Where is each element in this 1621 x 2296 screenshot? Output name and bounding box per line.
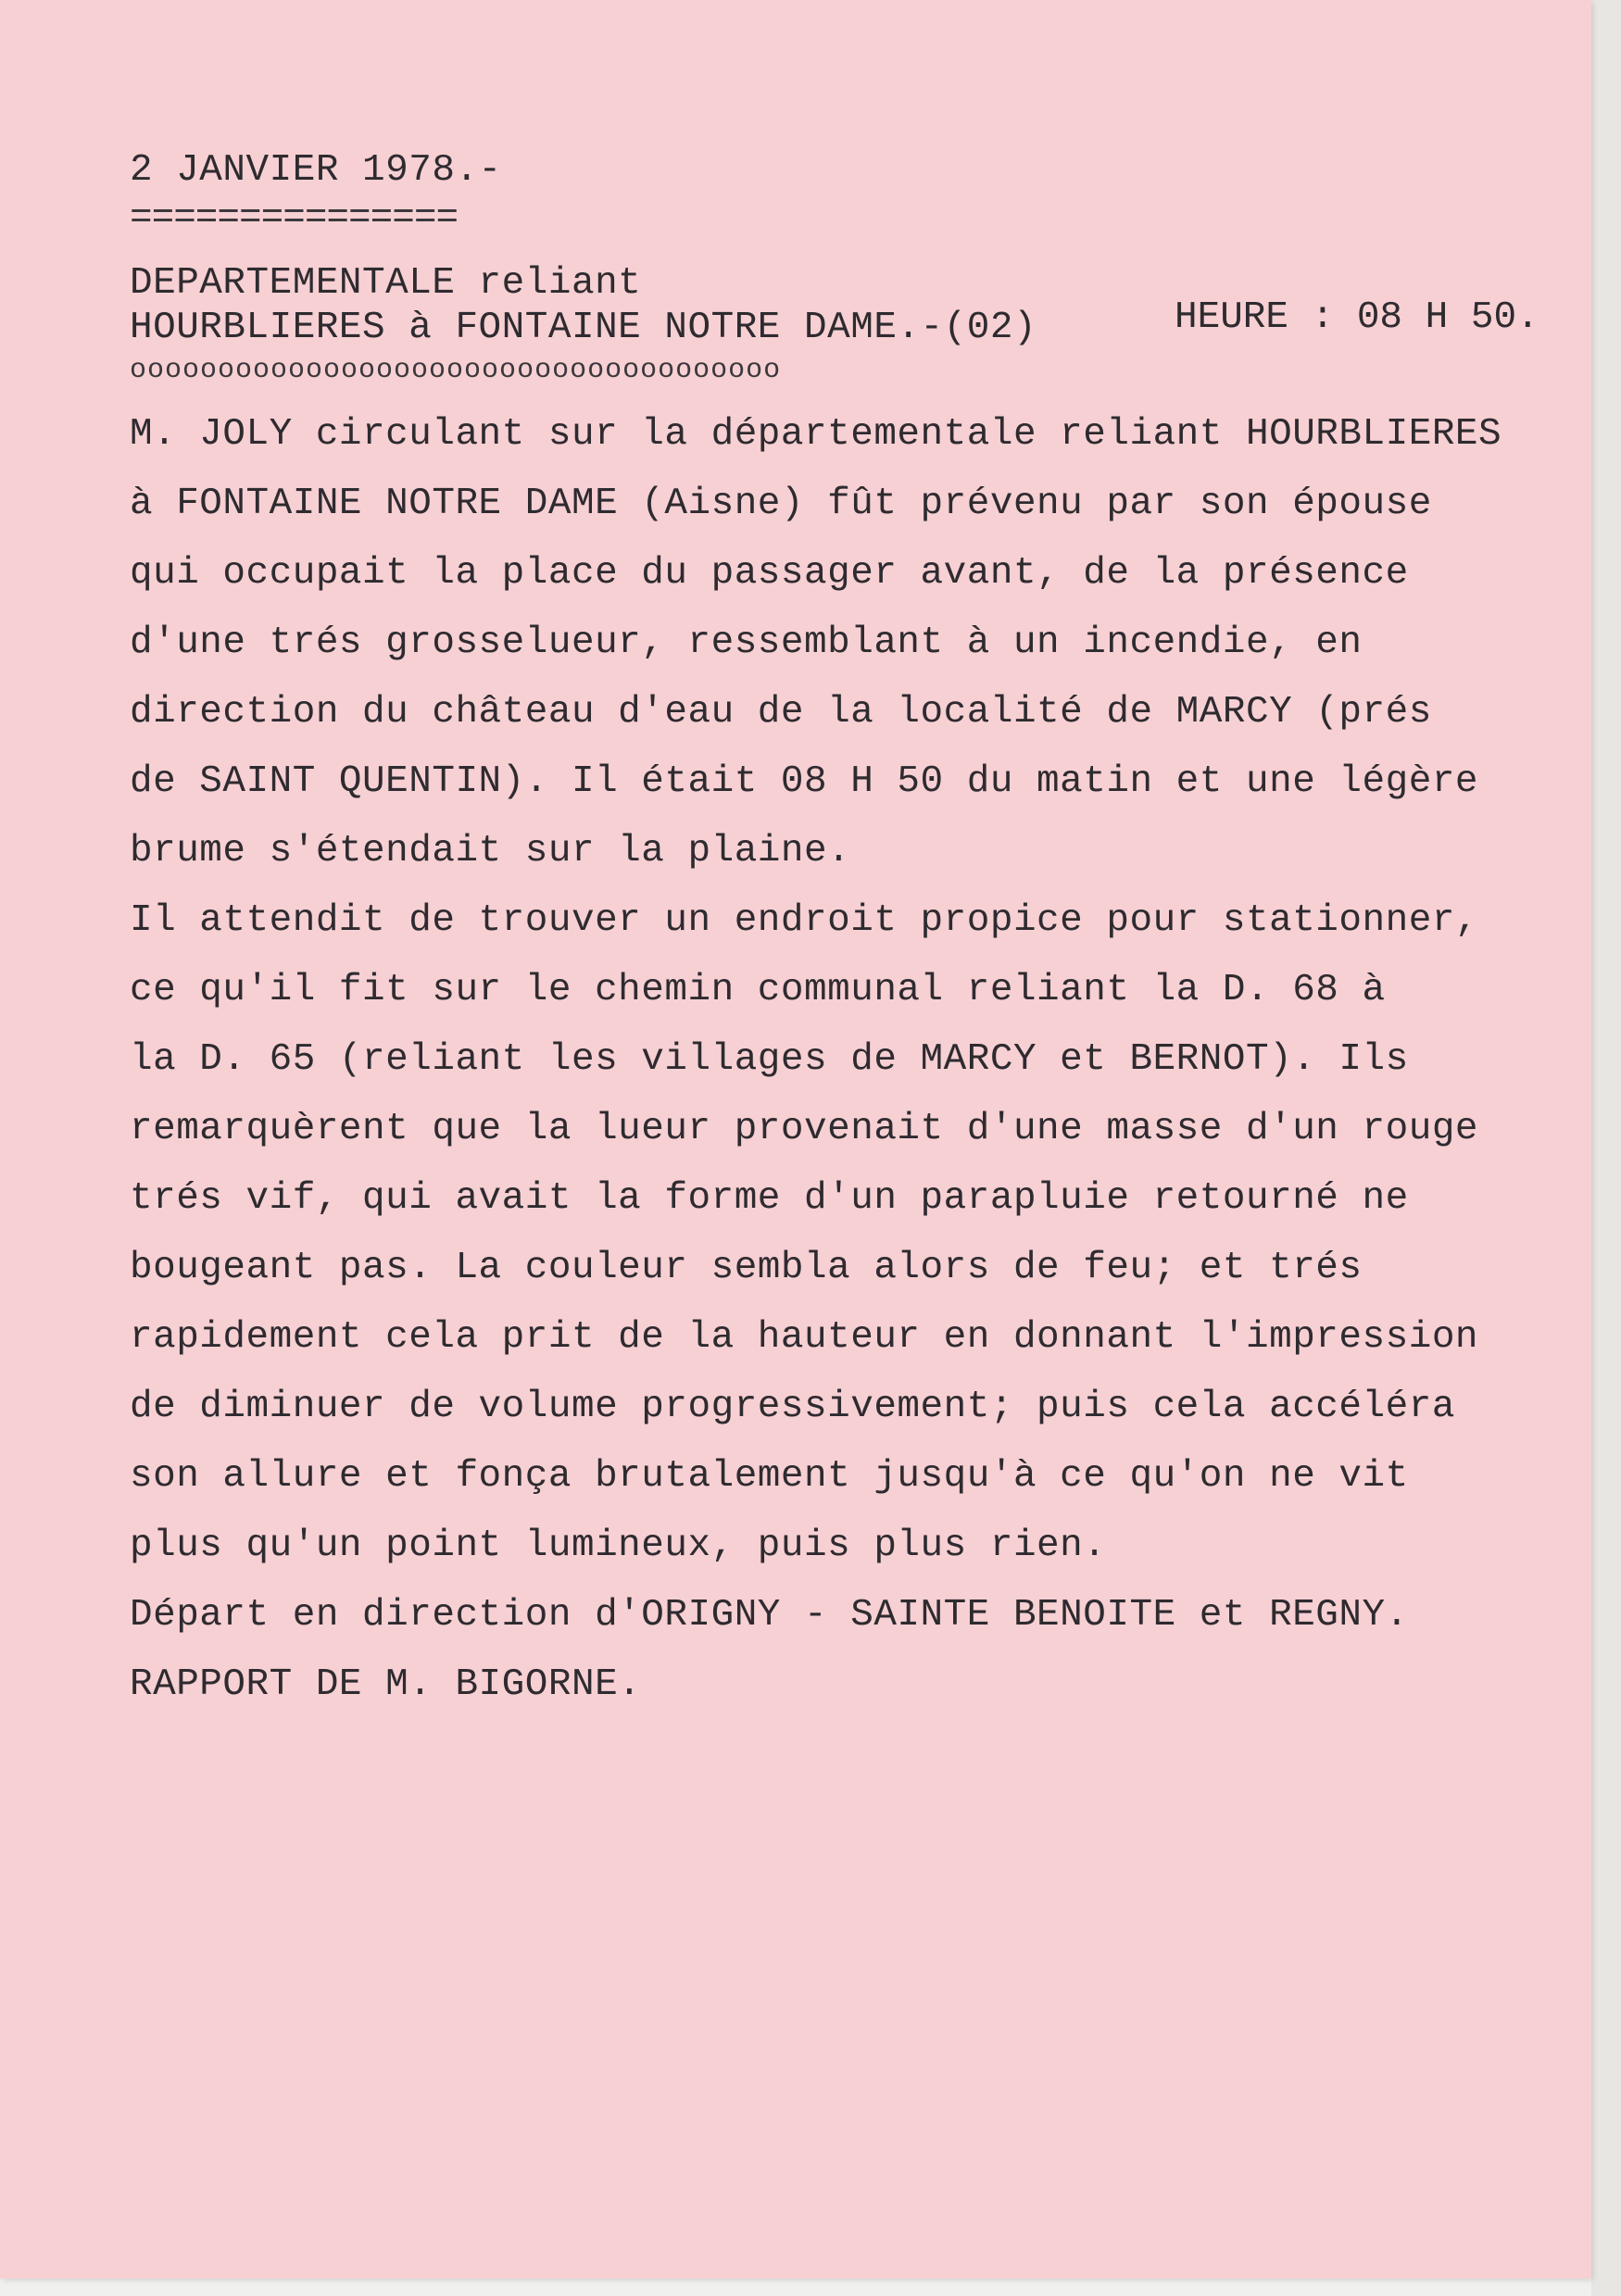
body-line: direction du château d'eau de la localité de MARCY (prés <box>130 691 1432 734</box>
body-line: qui occupait la place du passager avant, de la présence <box>130 552 1409 595</box>
body-line: bougeant pas. La couleur sembla alors de feu; et trés <box>130 1247 1363 1289</box>
scan-background-edge <box>1591 0 1621 2296</box>
body-line: à FONTAINE NOTRE DAME (Aisne) fût prévenu par son épouse <box>130 483 1432 525</box>
body-line: d'une trés grosselueur, ressemblant à un incendie, en <box>130 621 1363 664</box>
body-line: rapidement cela prit de la hauteur en donnant l'impression <box>130 1316 1479 1359</box>
location-line-1: DEPARTEMENTALE reliant <box>130 262 642 305</box>
date-heading: 2 JANVIER 1978.- <box>130 149 502 192</box>
date-underline: =============== <box>130 197 459 240</box>
body-line: la D. 65 (reliant les villages de MARCY et BERNOT). Ils <box>130 1038 1409 1081</box>
body-line: trés vif, qui avait la forme d'un parapluie retourné ne <box>130 1177 1409 1220</box>
body-line: plus qu'un point lumineux, puis plus rien. <box>130 1524 1107 1567</box>
body-line: RAPPORT DE M. BIGORNE. <box>130 1663 642 1706</box>
body-line: de SAINT QUENTIN). Il était 08 H 50 du matin et une légère <box>130 760 1479 803</box>
body-line: Il attendit de trouver un endroit propice pour stationner, <box>130 899 1479 942</box>
body-line: remarquèrent que la lueur provenait d'une masse d'un rouge <box>130 1108 1479 1150</box>
body-line: son allure et fonça brutalement jusqu'à ce qu'on ne vit <box>130 1455 1409 1498</box>
time-heading: HEURE : 08 H 50. <box>1175 296 1539 339</box>
body-line: de diminuer de volume progressivement; puis cela accéléra <box>130 1386 1455 1428</box>
body-line: ce qu'il fit sur le chemin communal reliant la D. 68 à <box>130 969 1386 1011</box>
body-line: Départ en direction d'ORIGNY - SAINTE BENOITE et REGNY. <box>130 1594 1409 1637</box>
body-line: M. JOLY circulant sur la départementale reliant HOURBLIERES <box>130 413 1502 456</box>
location-underline: ooooooooooooooooooooooooooooooooooooo <box>130 355 782 386</box>
location-line-2: HOURBLIERES à FONTAINE NOTRE DAME.-(02) <box>130 307 1037 349</box>
body-line: brume s'étendait sur la plaine. <box>130 830 851 872</box>
